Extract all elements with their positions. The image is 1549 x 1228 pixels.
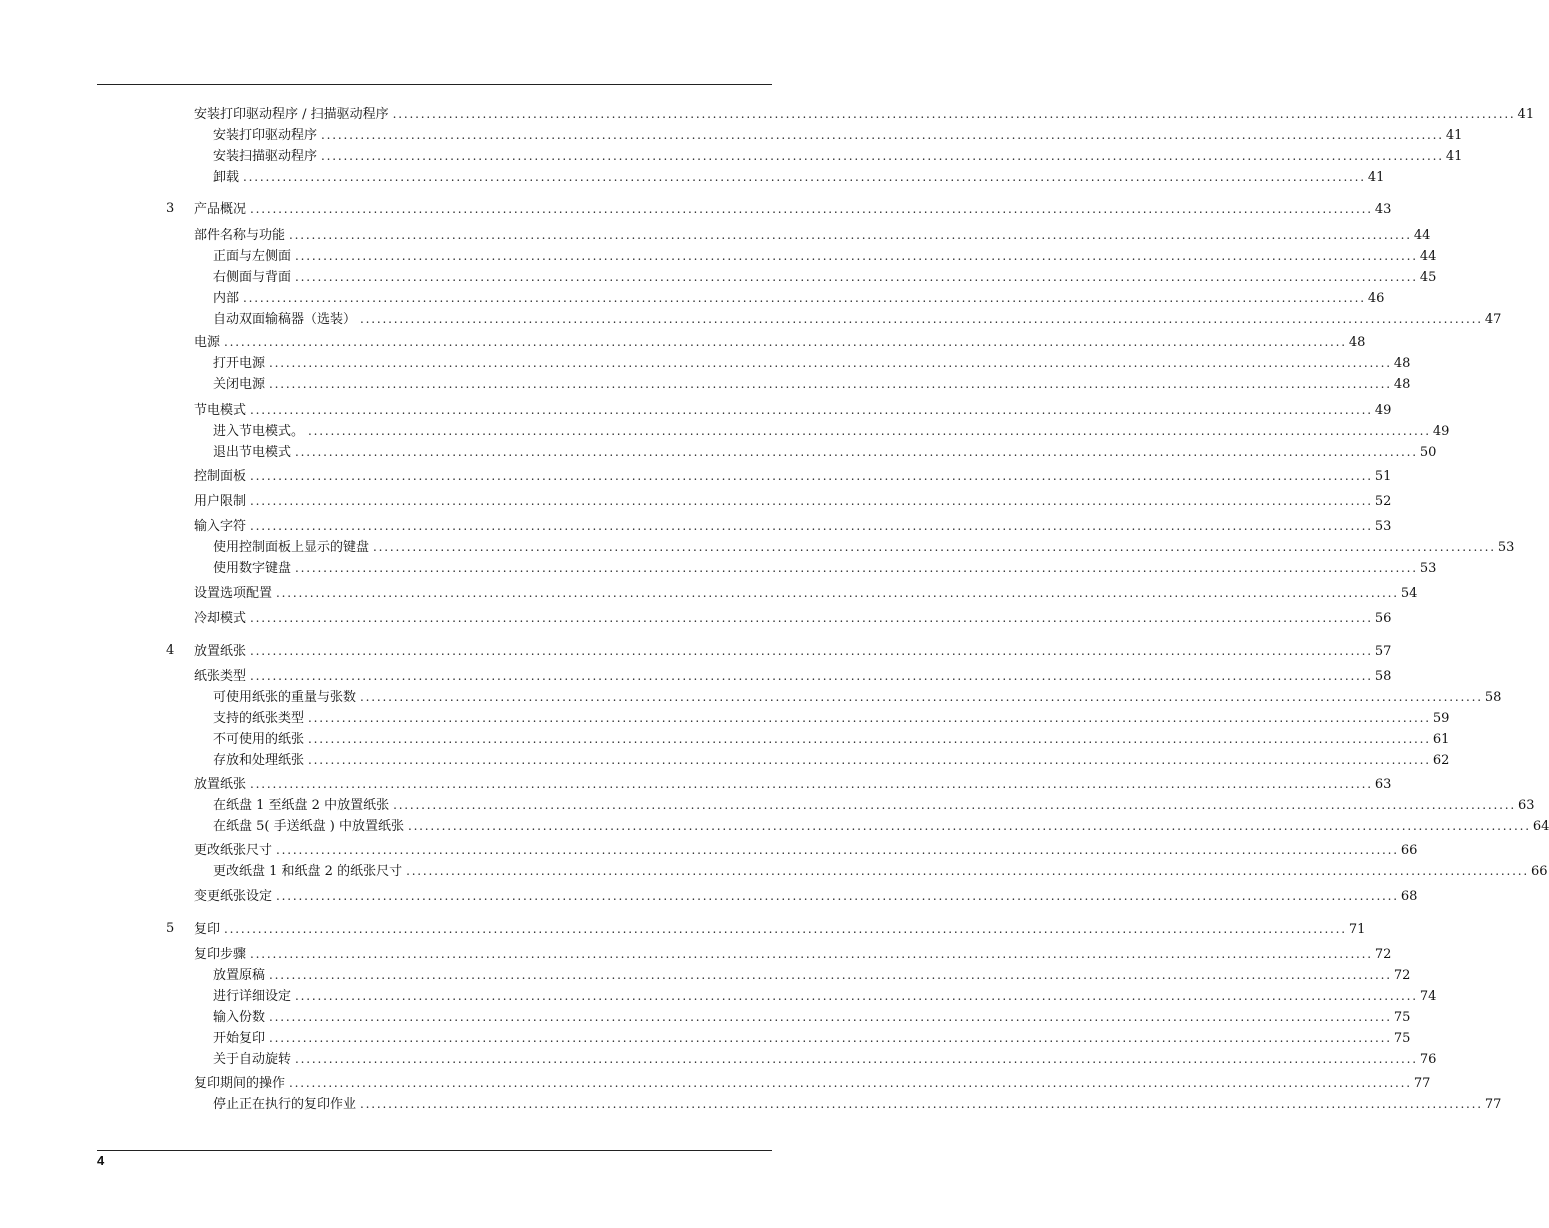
toc-entry-page: 57 bbox=[1374, 644, 1392, 659]
dot-leader: ........................................................................................................................................................................................................ bbox=[373, 540, 1496, 554]
toc-subentry[interactable] bbox=[213, 560, 1437, 577]
dot-leader: ........................................................................................................................................................................................................ bbox=[308, 711, 1431, 725]
toc-entry-page: 75 bbox=[1393, 1010, 1411, 1025]
dot-leader: ........................................................................................................................................................................................................ bbox=[276, 843, 1399, 857]
toc-entry-title: 关于自动旋转 bbox=[213, 1052, 292, 1067]
dot-leader: ........................................................................................................................................................................................................ bbox=[295, 561, 1418, 575]
toc-entry-title: 使用数字键盘 bbox=[213, 561, 292, 576]
dot-leader: ........................................................................................................................................................................................................ bbox=[295, 989, 1418, 1003]
toc-subentry[interactable] bbox=[213, 1051, 1437, 1068]
toc-subentry[interactable] bbox=[213, 376, 1411, 393]
toc-entry[interactable] bbox=[194, 946, 1392, 963]
toc-entry-page: 52 bbox=[1374, 494, 1392, 509]
dot-leader: ........................................................................................................................................................................................................ bbox=[295, 249, 1418, 263]
toc-entry-page: 53 bbox=[1497, 540, 1515, 555]
toc-entry-page: 63 bbox=[1517, 798, 1535, 813]
toc-entry-page: 43 bbox=[1374, 202, 1392, 217]
dot-leader: ........................................................................................................................................................................................................ bbox=[392, 107, 1516, 121]
dot-leader: ........................................................................................................................................................................................................ bbox=[250, 947, 1373, 961]
toc-entry-title: 部件名称与功能 bbox=[194, 228, 286, 243]
toc-subentry[interactable] bbox=[213, 355, 1411, 372]
toc-entry-page: 49 bbox=[1374, 403, 1392, 418]
toc-entry-page: 50 bbox=[1419, 445, 1437, 460]
toc-entry-title: 电源 bbox=[194, 335, 221, 350]
dot-leader: ........................................................................................................................................................................................................ bbox=[295, 1052, 1418, 1066]
toc-entry-title: 控制面板 bbox=[194, 469, 247, 484]
toc-entry-page: 61 bbox=[1432, 732, 1450, 747]
dot-leader: ........................................................................................................................................................................................................ bbox=[406, 864, 1529, 878]
toc-subentry[interactable] bbox=[213, 1009, 1411, 1026]
dot-leader: ........................................................................................................................................................................................................ bbox=[308, 732, 1431, 746]
chapter-number: 4 bbox=[166, 643, 175, 658]
toc-entry[interactable] bbox=[194, 610, 1392, 627]
toc-entry-title: 更改纸张尺寸 bbox=[194, 843, 273, 858]
toc-subentry[interactable] bbox=[213, 269, 1437, 286]
toc-entry-title: 右侧面与背面 bbox=[213, 270, 292, 285]
dot-leader: ........................................................................................................................................................................................................ bbox=[250, 644, 1373, 658]
toc-subentry[interactable] bbox=[213, 710, 1450, 727]
toc-subentry[interactable] bbox=[213, 127, 1463, 144]
toc-entry-page: 76 bbox=[1419, 1052, 1437, 1067]
toc-entry-title: 纸张类型 bbox=[194, 669, 247, 684]
toc-subentry[interactable] bbox=[213, 311, 1502, 328]
toc-subentry[interactable] bbox=[213, 290, 1385, 307]
toc-entry-page: 44 bbox=[1413, 228, 1431, 243]
toc-subentry[interactable] bbox=[213, 148, 1463, 165]
toc-entry[interactable] bbox=[194, 227, 1431, 244]
toc-entry-title: 冷却模式 bbox=[194, 611, 247, 626]
toc-entry-title: 不可使用的纸张 bbox=[213, 732, 305, 747]
toc-entry-page: 45 bbox=[1419, 270, 1437, 285]
dot-leader: ........................................................................................................................................................................................................ bbox=[321, 128, 1444, 142]
toc-entry[interactable] bbox=[194, 668, 1392, 685]
toc-entry-title: 输入份数 bbox=[213, 1010, 266, 1025]
toc-entry-page: 66 bbox=[1530, 864, 1548, 879]
dot-leader: ........................................................................................................................................................................................................ bbox=[269, 377, 1392, 391]
toc-entry-page: 48 bbox=[1348, 335, 1366, 350]
toc-entry[interactable] bbox=[194, 585, 1418, 602]
toc-entry[interactable] bbox=[194, 334, 1366, 351]
toc-entry-title: 设置选项配置 bbox=[194, 586, 273, 601]
toc-subentry[interactable] bbox=[213, 752, 1450, 769]
toc-subentry[interactable] bbox=[213, 248, 1437, 265]
toc-entry-title: 开始复印 bbox=[213, 1031, 266, 1046]
dot-leader: ........................................................................................................................................................................................................ bbox=[250, 611, 1373, 625]
toc-entry-title: 放置纸张 bbox=[194, 644, 247, 659]
toc-entry-title: 使用控制面板上显示的键盘 bbox=[213, 540, 370, 555]
toc-entry-title: 放置原稿 bbox=[213, 968, 266, 983]
toc-subentry[interactable] bbox=[213, 169, 1385, 186]
toc-entry-page: 46 bbox=[1367, 291, 1385, 306]
toc-entry-title: 用户限制 bbox=[194, 494, 247, 509]
toc-entry-page: 62 bbox=[1432, 753, 1450, 768]
toc-entry-title: 进行详细设定 bbox=[213, 989, 292, 1004]
toc-entry-page: 53 bbox=[1374, 519, 1392, 534]
toc-entry[interactable] bbox=[194, 643, 1392, 660]
dot-leader: ........................................................................................................................................................................................................ bbox=[289, 1076, 1412, 1090]
dot-leader: ........................................................................................................................................................................................................ bbox=[250, 777, 1373, 791]
toc-subentry[interactable] bbox=[213, 1030, 1411, 1047]
toc-entry[interactable] bbox=[194, 201, 1392, 218]
toc-entry[interactable] bbox=[194, 776, 1392, 793]
toc-entry-title: 放置纸张 bbox=[194, 777, 247, 792]
toc-entry-page: 53 bbox=[1419, 561, 1437, 576]
toc-subentry[interactable] bbox=[213, 967, 1411, 984]
dot-leader: ........................................................................................................................................................................................................ bbox=[250, 469, 1373, 483]
dot-leader: ........................................................................................................................................................................................................ bbox=[295, 445, 1418, 459]
dot-leader: ........................................................................................................................................................................................................ bbox=[276, 889, 1399, 903]
toc-entry-title: 自动双面输稿器（选装） bbox=[213, 312, 357, 327]
footer-rule bbox=[97, 1150, 772, 1151]
dot-leader: ........................................................................................................................................................................................................ bbox=[224, 335, 1347, 349]
dot-leader: ........................................................................................................................................................................................................ bbox=[250, 519, 1373, 533]
dot-leader: ........................................................................................................................................................................................................ bbox=[269, 356, 1392, 370]
dot-leader: ........................................................................................................................................................................................................ bbox=[321, 149, 1444, 163]
toc-entry-title: 在纸盘 1 至纸盘 2 中放置纸张 bbox=[213, 798, 390, 813]
toc-entry-title: 复印期间的操作 bbox=[194, 1076, 286, 1091]
dot-leader: ........................................................................................................................................................................................................ bbox=[407, 819, 1531, 833]
dot-leader: ........................................................................................................................................................................................................ bbox=[250, 403, 1373, 417]
toc-entry[interactable] bbox=[194, 493, 1392, 510]
chapter-number: 3 bbox=[166, 201, 175, 216]
toc-entry-title: 停止正在执行的复印作业 bbox=[213, 1097, 357, 1112]
toc-entry-title: 存放和处理纸张 bbox=[213, 753, 305, 768]
toc-subentry[interactable] bbox=[213, 444, 1437, 461]
toc-entry-page: 71 bbox=[1348, 922, 1366, 937]
toc-entry-title: 复印步骤 bbox=[194, 947, 247, 962]
toc-entry-page: 44 bbox=[1419, 249, 1437, 264]
toc-entry-page: 58 bbox=[1484, 690, 1502, 705]
toc-entry[interactable] bbox=[194, 518, 1392, 535]
dot-leader: ........................................................................................................................................................................................................ bbox=[269, 1031, 1392, 1045]
toc-entry-title: 产品概况 bbox=[194, 202, 247, 217]
toc-entry-title: 进入节电模式。 bbox=[213, 424, 305, 439]
toc-entry[interactable] bbox=[194, 106, 1535, 123]
toc-entry-page: 54 bbox=[1400, 586, 1418, 601]
toc-entry[interactable] bbox=[194, 888, 1418, 905]
toc-entry-title: 更改纸盘 1 和纸盘 2 的纸张尺寸 bbox=[213, 864, 403, 879]
toc-entry-page: 48 bbox=[1393, 377, 1411, 392]
toc-entry[interactable] bbox=[194, 842, 1418, 859]
dot-leader: ........................................................................................................................................................................................................ bbox=[360, 312, 1483, 326]
dot-leader: ........................................................................................................................................................................................................ bbox=[289, 228, 1412, 242]
toc-entry-page: 48 bbox=[1393, 356, 1411, 371]
toc-entry-page: 59 bbox=[1432, 711, 1450, 726]
toc-entry[interactable] bbox=[194, 402, 1392, 419]
toc-subentry[interactable] bbox=[213, 689, 1502, 706]
toc-entry-page: 72 bbox=[1393, 968, 1411, 983]
dot-leader: ........................................................................................................................................................................................................ bbox=[224, 922, 1347, 936]
toc-entry-page: 72 bbox=[1374, 947, 1392, 962]
toc-entry-title: 正面与左侧面 bbox=[213, 249, 292, 264]
toc-subentry[interactable] bbox=[213, 423, 1450, 440]
toc-entry-page: 41 bbox=[1445, 149, 1463, 164]
dot-leader: ........................................................................................................................................................................................................ bbox=[250, 494, 1373, 508]
toc-entry-page: 41 bbox=[1445, 128, 1463, 143]
dot-leader: ........................................................................................................................................................................................................ bbox=[360, 1097, 1483, 1111]
toc-entry-title: 变更纸张设定 bbox=[194, 889, 273, 904]
page-number: 4 bbox=[97, 1153, 105, 1168]
toc-entry-page: 66 bbox=[1400, 843, 1418, 858]
toc-entry-title: 在纸盘 5( 手送纸盘 ) 中放置纸张 bbox=[213, 819, 404, 834]
toc-entry-title: 输入字符 bbox=[194, 519, 247, 534]
toc-entry-title: 卸载 bbox=[213, 170, 240, 185]
toc-entry[interactable] bbox=[194, 921, 1366, 938]
toc-entry-title: 可使用纸张的重量与张数 bbox=[213, 690, 357, 705]
toc-subentry[interactable] bbox=[213, 1096, 1502, 1113]
dot-leader: ........................................................................................................................................................................................................ bbox=[243, 170, 1366, 184]
dot-leader: ........................................................................................................................................................................................................ bbox=[250, 669, 1373, 683]
toc-entry-page: 63 bbox=[1374, 777, 1392, 792]
toc-entry-page: 77 bbox=[1413, 1076, 1431, 1091]
dot-leader: ........................................................................................................................................................................................................ bbox=[308, 753, 1431, 767]
chapter-number: 5 bbox=[166, 921, 175, 936]
toc-entry-page: 47 bbox=[1484, 312, 1502, 327]
toc-entry-title: 支持的纸张类型 bbox=[213, 711, 305, 726]
toc-entry-title: 安装打印驱动程序 bbox=[213, 128, 318, 143]
header-rule bbox=[97, 84, 772, 85]
toc-entry-page: 64 bbox=[1532, 819, 1549, 834]
toc-subentry[interactable] bbox=[213, 797, 1535, 814]
dot-leader: ........................................................................................................................................................................................................ bbox=[243, 291, 1366, 305]
toc-entry-page: 77 bbox=[1484, 1097, 1502, 1112]
dot-leader: ........................................................................................................................................................................................................ bbox=[393, 798, 1516, 812]
toc-entry-page: 49 bbox=[1432, 424, 1450, 439]
toc-entry-title: 节电模式 bbox=[194, 403, 247, 418]
dot-leader: ........................................................................................................................................................................................................ bbox=[295, 270, 1418, 284]
dot-leader: ........................................................................................................................................................................................................ bbox=[269, 1010, 1392, 1024]
toc-subentry[interactable] bbox=[213, 988, 1437, 1005]
toc-entry-title: 退出节电模式 bbox=[213, 445, 292, 460]
toc-entry-page: 56 bbox=[1374, 611, 1392, 626]
toc-entry-page: 51 bbox=[1374, 469, 1392, 484]
dot-leader: ........................................................................................................................................................................................................ bbox=[308, 424, 1431, 438]
toc-entry-page: 74 bbox=[1419, 989, 1437, 1004]
toc-entry-page: 41 bbox=[1367, 170, 1385, 185]
toc-subentry[interactable] bbox=[213, 731, 1450, 748]
toc-entry-title: 安装扫描驱动程序 bbox=[213, 149, 318, 164]
toc-entry-page: 68 bbox=[1400, 889, 1418, 904]
dot-leader: ........................................................................................................................................................................................................ bbox=[269, 968, 1392, 982]
dot-leader: ........................................................................................................................................................................................................ bbox=[360, 690, 1483, 704]
dot-leader: ........................................................................................................................................................................................................ bbox=[276, 586, 1399, 600]
toc-entry-title: 复印 bbox=[194, 922, 221, 937]
toc-entry[interactable] bbox=[194, 1075, 1431, 1092]
toc-subentry[interactable] bbox=[213, 818, 1549, 835]
toc-entry[interactable] bbox=[194, 468, 1392, 485]
toc-entry-page: 58 bbox=[1374, 669, 1392, 684]
toc-entry-title: 内部 bbox=[213, 291, 240, 306]
toc-entry-title: 安装打印驱动程序 / 扫描驱动程序 bbox=[194, 107, 389, 122]
dot-leader: ........................................................................................................................................................................................................ bbox=[250, 202, 1373, 216]
toc-subentry[interactable] bbox=[213, 863, 1548, 880]
toc-subentry[interactable] bbox=[213, 539, 1515, 556]
toc-entry-title: 打开电源 bbox=[213, 356, 266, 371]
toc-entry-page: 75 bbox=[1393, 1031, 1411, 1046]
toc-entry-page: 41 bbox=[1517, 107, 1535, 122]
toc-entry-title: 关闭电源 bbox=[213, 377, 266, 392]
